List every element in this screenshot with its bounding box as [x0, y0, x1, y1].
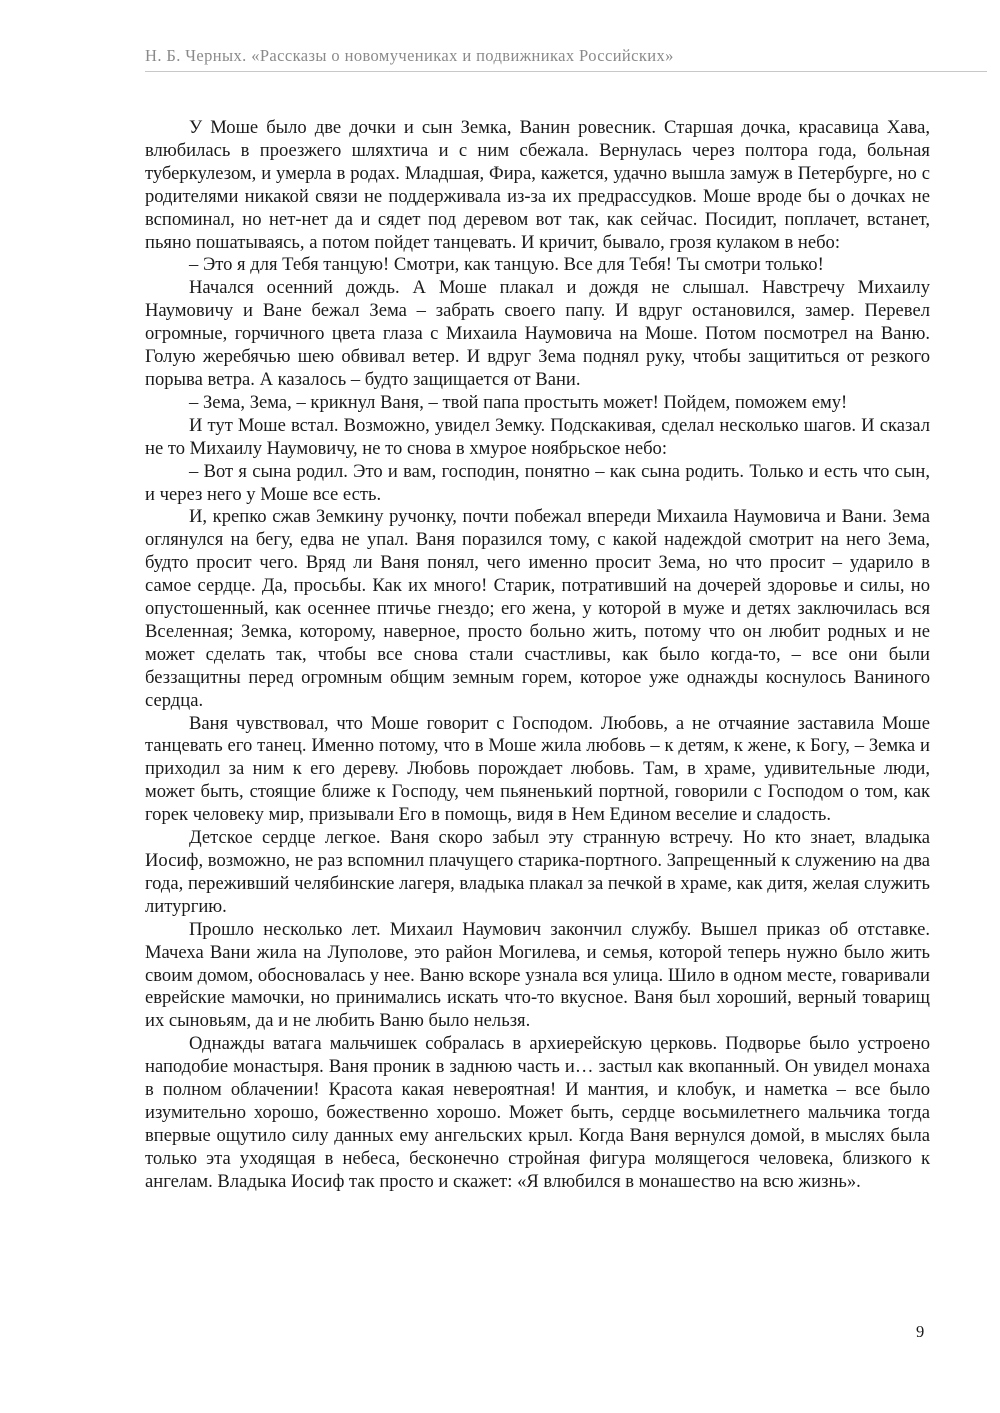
- paragraph: Ваня чувствовал, что Моше говорит с Господом. Любовь, а не отчаяние заставила Моше танцевать его танец. Именно потому, что в Моше жила любовь – к детям, к жене, к Богу, – Земка и приходил за ним к его дереву. Любовь порождает любовь. Там, в храме, удивительные люди, может быть, стоящие ближе к Господу, чем пьяненький портной, говорили с Господом о том, как горек человеку мир, призывали Его в помощь, видя в Нем Едином веселие и сладость.: [145, 712, 930, 826]
- paragraph: – Это я для Тебя танцую! Смотри, как танцую. Все для Тебя! Ты смотри только!: [189, 254, 824, 276]
- text-body: [145, 117, 930, 1194]
- paragraph: Детское сердце легкое. Ваня скоро забыл эту странную встречу. Но кто знает, владыка Иосиф, возможно, не раз вспомнил плачущего старика-портного. Запрещенный к служению на два года, переживший челябинские лагеря, владыка плакал за печкой в храме, как дитя, желая служить литургию.: [145, 827, 930, 917]
- paragraph: У Моше было две дочки и сын Земка, Ванин ровесник. Старшая дочка, красавица Хава, влюбилась в проезжего шляхтича и с ним сбежала. Вернулась через полтора года, больная туберкулезом, и умерла в родах. Младшая, Фира, кажется, удачно вышла замуж в Петербурге, но с родителями никакой связи не поддерживала из-за их предрассудков. Моше вроде бы о дочках не вспоминал, но нет-нет да и сядет под деревом вот так, как сейчас. Посидит, поплачет, встанет, пьяно пошатываясь, а потом пойдет танцевать. И кричит, бывало, грозя кулаком в небо:: [145, 117, 930, 253]
- paragraph: И тут Моше встал. Возможно, увидел Земку. Подскакивая, сделал несколько шагов. И сказал не то Михаилу Наумовичу, не то снова в хмурое ноябрьское небо:: [145, 414, 930, 459]
- header-divider: [145, 71, 987, 72]
- paragraph: Однажды ватага мальчишек собралась в архиерейскую церковь. Подворье было устроено наподобие монастыря. Ваня проник в заднюю часть и… застыл как вкопанный. Он увидел монаха в полном облачении! Красота какая невероятная! И мантия, и клобук, и наметка – все было изумительно хорошо, божественно хорошо. Может быть, сердце восьмилетнего мальчика тогда впервые ощутило силу данных ему ангельских крыл. Когда Ваня вернулся домой, в мыслях была только эта уходящая в небеса, бесконечно стройная фигура молящегося человека, близкого к ангелам. Владыка Иосиф так просто и скажет: «Я влюбился в монашество на всю жизнь».: [145, 1033, 930, 1192]
- paragraph: Прошло несколько лет. Михаил Наумович закончил службу. Вышел приказ об отставке. Мачеха Вани жила на Луполове, это район Могилева, и семья, которой теперь нужно было жить своим домом, обосновалась у нее. Ваню вскоре узнала вся улица. Шило в одном месте, говаривали еврейские мамочки, но принимались искать что-то вкусное. Ваня был хороший, верный товарищ их сыновьям, да и не любить Ваню было нельзя.: [145, 918, 930, 1032]
- paragraph: Начался осенний дождь. А Моше плакал и дождя не слышал. Навстречу Михаилу Наумовичу и Ване бежал Зема – забрать своего папу. И вдруг остановился, замер. Перевел огромные, горчичного цвета глаза с Михаила Наумовича на Моше. Потом посмотрел на Ваню. Голую жеребячью шею обвивал ветер. И вдруг Зема поднял руку, чтобы защититься от резкого порыва ветра. А казалось – будто защищается от Вани.: [145, 277, 930, 390]
- paragraph: – Зема, Зема, – крикнул Ваня, – твой папа простыть может! Пойдем, поможем ему!: [189, 391, 848, 413]
- paragraph: И, крепко сжав Земкину ручонку, почти побежал впереди Михаила Наумовича и Вани. Зема оглянулся на бегу, едва не упал. Ваня поразился тому, с какой надеждой смотрит на него Зема, будто просит чего. Вряд ли Ваня понял, чего именно просит Зема, но что просит – ударило в самое сердце. Да, просьбы. Как их много! Старик, потративший на дочерей здоровье и силы, но опустошенный, как осеннее птичье гнездо; его жена, у которой в муже и детях заключилась вся Вселенная; Земка, которому, наверное, просто больно жить, потому что он любит родных и не может сделать так, чтобы все снова стали счастливы, как было когда-то, – все они были беззащитны перед огромным общим земным горем, которое уже однажды коснулось Ваниного сердца.: [145, 506, 930, 711]
- page-number: 9: [916, 1322, 925, 1341]
- paragraph: – Вот я сына родил. Это и вам, господин, понятно – как сына родить. Только и есть что сын, и через него у Моше все есть.: [145, 460, 930, 505]
- running-header: Н. Б. Черных. «Рассказы о новомучениках и подвижниках Российских»: [145, 46, 674, 65]
